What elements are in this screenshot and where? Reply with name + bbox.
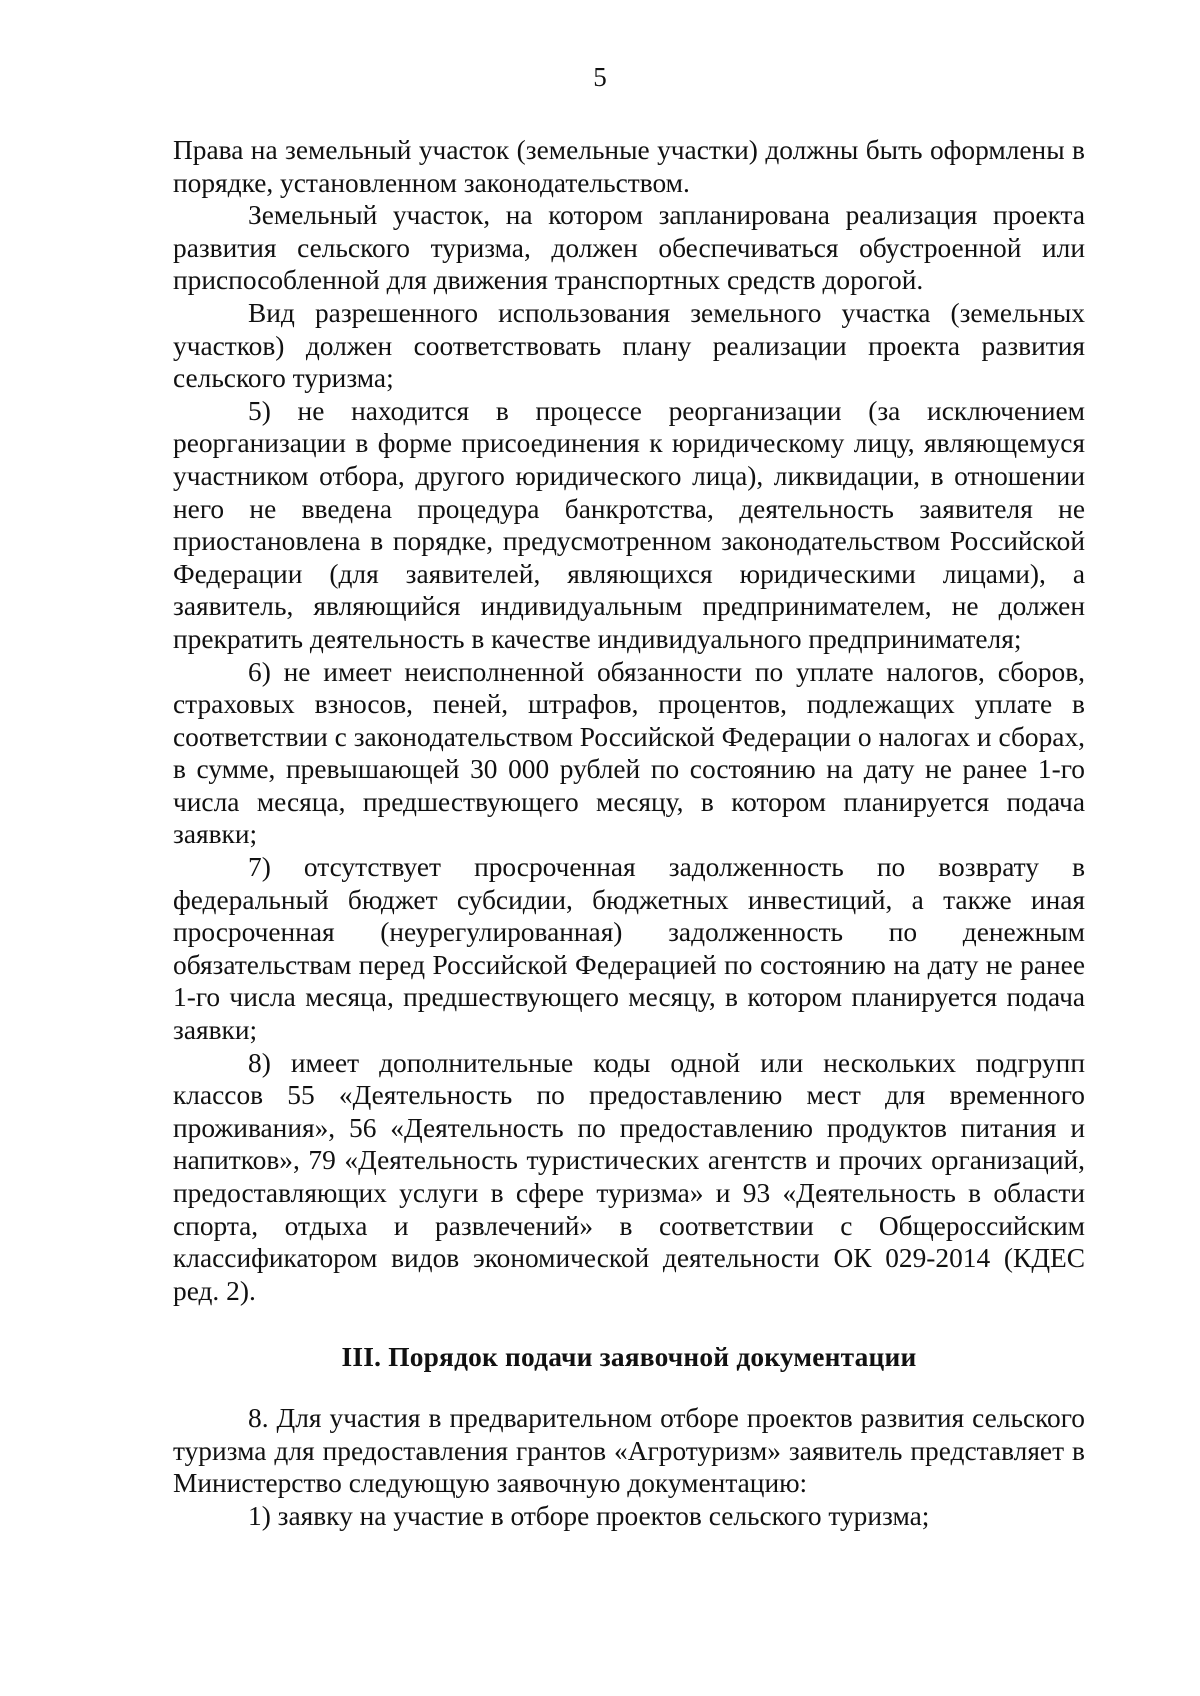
paragraph-clause-8-item-1: 1) заявку на участие в отборе проектов сельского туризма; — [248, 1500, 930, 1531]
paragraph-land-use: Вид разрешенного использования земельного участка (земельных участков) должен соответствовать плану реализации проекта развития сельского туризма; — [173, 297, 1085, 394]
paragraph-item-8: 8) имеет дополнительные коды одной или нескольких подгрупп классов 55 «Деятельность по предоставлению мест для временного проживания», 56 «Деятельность по предоставлению продуктов питания и напитков», 79 «Деятельность туристических агентств и прочих организаций, предоставляющих услуги в сфере туризма» и 93 «Деятельность в области спорта, отдыха и развлечений» в соответствии с Общероссийским классификатором видов экономической деятельности ОК 029-2014 (КДЕС ред. 2). — [173, 1047, 1085, 1306]
paragraph-item-7: 7) отсутствует просроченная задолженность по возврату в федеральный бюджет субсидии, бюджетных инвестиций, а также иная просроченная (неурегулированная) задолженность по денежным обязательствам перед Российской Федерацией по состоянию на дату не ранее 1-го числа месяца, предшествующего месяцу, в котором планируется подача заявки; — [173, 852, 1085, 1046]
section-heading: III. Порядок подачи заявочной документации — [341, 1342, 917, 1373]
document-body — [173, 134, 1085, 1532]
paragraph-item-5: 5) не находится в процессе реорганизации (за исключением реорганизации в форме присоединения к юридическому лицу, являющемуся участником отбора, другого юридического лица), ликвидации, в отношении него не введена процедура банкротства, деятельность заявителя не приостановлена в порядке, предусмотренном законодательством Российской Федерации (для заявителей, являющихся юридическими лицами), а заявитель, являющийся индивидуальным предпринимателем, не должен прекратить деятельность в качестве индивидуального предпринимателя; — [173, 395, 1085, 654]
paragraph-road-access: Земельный участок, на котором запланирована реализация проекта развития сельского туризма, должен обеспечиваться обустроенной или приспособленной для движения транспортных средств дорогой. — [173, 200, 1085, 296]
paragraph-item-6: 6) не имеет неисполненной обязанности по уплате налогов, сборов, страховых взносов, пеней, штрафов, процентов, подлежащих уплате в соответствии с законодательством Российской Федерации о налогах и сборах, в сумме, превышающей 30 000 рублей по состоянию на дату не ранее 1-го числа месяца, предшествующего месяцу, в котором планируется подача заявки; — [173, 656, 1085, 850]
paragraph-clause-8: 8. Для участия в предварительном отборе проектов развития сельского туризма для предоставления грантов «Агротуризм» заявитель представляет в Министерство следующую заявочную документацию: — [173, 1402, 1085, 1499]
paragraph-land-rights: Права на земельный участок (земельные участки) должны быть оформлены в порядке, установленном законодательством. — [173, 135, 1085, 198]
page-number: 5 — [593, 62, 607, 92]
